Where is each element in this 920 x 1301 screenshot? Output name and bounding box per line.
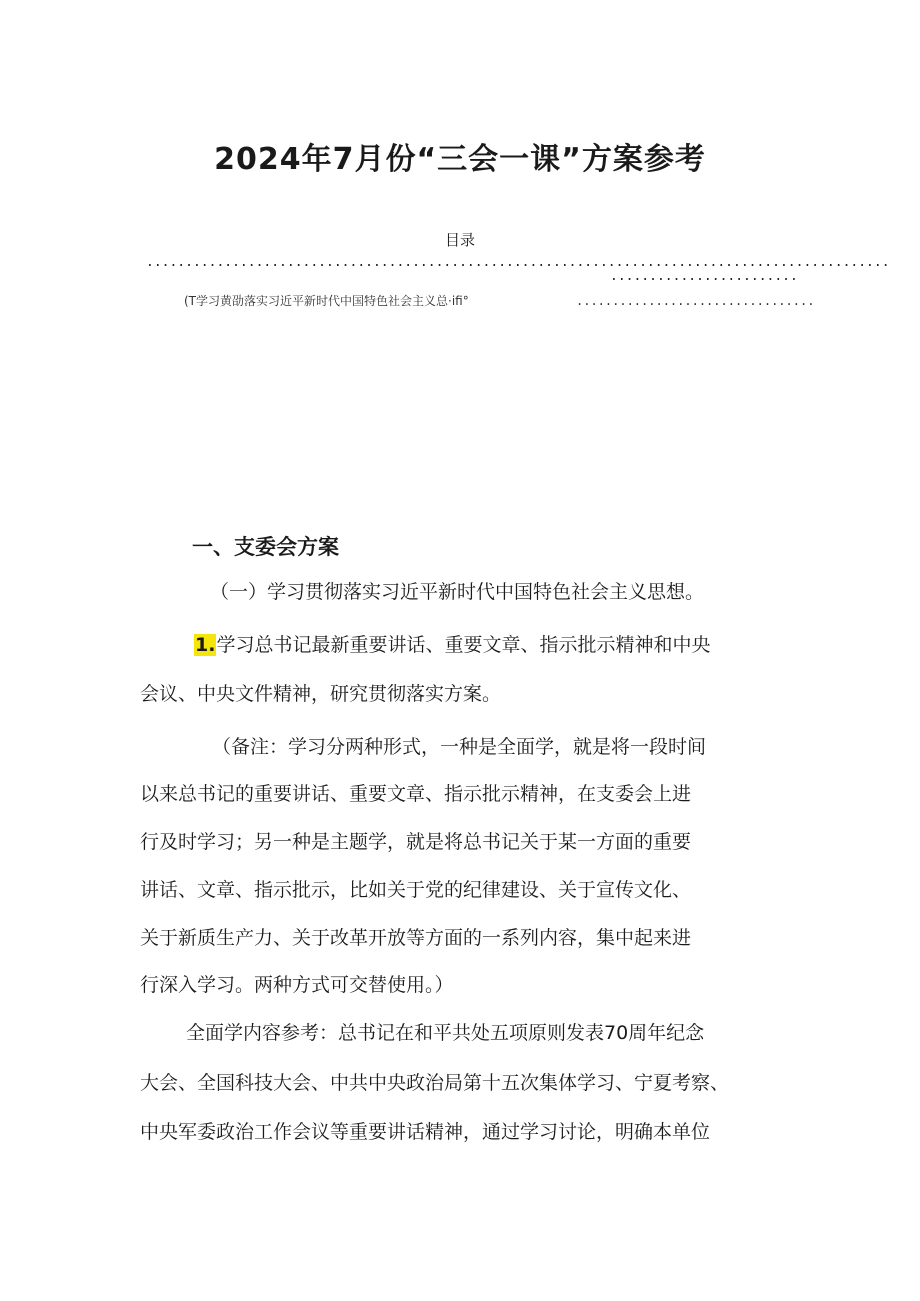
ref-line: 中央军委政治工作会议等重要讲话精神，通过学习讨论，明确本单位 — [140, 1121, 711, 1143]
toc-entry-dots: ................................. — [576, 294, 815, 308]
note-line: 关于新质生产力、关于改革开放等方面的一系列内容，集中起来进 — [140, 927, 692, 949]
ref-line: 大会、全国科技大会、中共中央政治局第十五次集体学习、宁夏考察、 — [140, 1072, 730, 1094]
sub-heading: （一）学习贯彻落实习近平新时代中国特色社会主义思想。 — [210, 581, 705, 603]
document-title: 2024年7月份“三会一课”方案参考 — [214, 142, 706, 177]
item1-text: 学习总书记最新重要讲话、重要文章、指示批示精神和中央 — [216, 634, 711, 656]
item-number-highlight: 1. — [195, 634, 216, 656]
toc-entry-text: (T学习黄劭落实习近平新时代中国特色社会主义总·ifi° — [184, 294, 469, 308]
toc-leader-dots: ............................................................................................... — [146, 255, 890, 270]
ref-line: 全面学内容参考：总书记在和平共处五项原则发表70周年纪念 — [186, 1022, 705, 1044]
toc-leader-dots-continued: ........................ — [610, 269, 798, 284]
note-line: （备注：学习分两种形式，一种是全面学，就是将一段时间 — [212, 736, 707, 758]
section-heading: 一、支委会方案 — [192, 535, 339, 559]
toc-heading: 目录 — [444, 231, 475, 249]
note-line: 行及时学习；另一种是主题学，就是将总书记关于某一方面的重要 — [140, 831, 692, 853]
toc-entry[interactable] — [184, 293, 815, 309]
item1-line2: 会议、中央文件精神，研究贯彻落实方案。 — [140, 683, 502, 705]
note-line: 讲话、文章、指示批示，比如关于党的纪律建设、关于宣传文化、 — [140, 879, 692, 901]
item1-line1 — [194, 632, 710, 658]
note-line: 行深入学习。两种方式可交替使用。） — [140, 974, 454, 996]
note-line: 以来总书记的重要讲话、重要文章、指示批示精神，在支委会上进 — [140, 783, 692, 805]
